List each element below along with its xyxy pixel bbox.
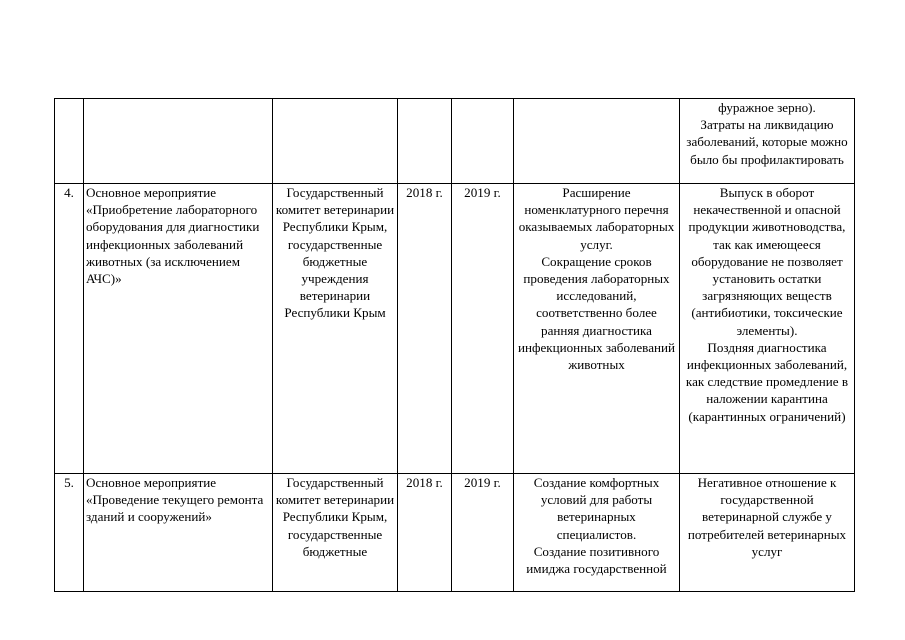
end-year-cell: 2019 г. xyxy=(452,474,514,592)
consequence-cell: фуражное зерно). Затраты на ликвидацию заболеваний, которые можно было бы профилактировать xyxy=(680,99,855,184)
start-year-cell: 2018 г. xyxy=(398,184,452,474)
expected-result-cell: Расширение номенклатурного перечня оказываемых лабораторных услуг. Сокращение сроков проведения лабораторных исследований, соответственно более ранняя диагностика инфекционных заболеваний животных xyxy=(514,184,680,474)
executor-cell: Государственный комитет ветеринарии Республики Крым, государственные бюджетные xyxy=(273,474,398,592)
measure-name-cell: Основное мероприятие «Проведение текущего ремонта зданий и сооружений» xyxy=(84,474,273,592)
table-row xyxy=(55,99,855,184)
table-row xyxy=(55,184,855,474)
table-row xyxy=(55,474,855,592)
expected-result-cell xyxy=(514,99,680,184)
executor-cell: Государственный комитет ветеринарии Республики Крым, государственные бюджетные учреждения ветеринарии Республики Крым xyxy=(273,184,398,474)
consequence-cell: Выпуск в оборот некачественной и опасной продукции животноводства, так как имеющееся оборудование не позволяет установить остатки загрязняющих веществ (антибиотики, токсические элементы). Поздняя диагностика инфекционных заболеваний, как следствие промедление в наложении карантина (карантинных ограничений) xyxy=(680,184,855,474)
consequence-cell: Негативное отношение к государственной ветеринарной службе у потребителей ветеринарных услуг xyxy=(680,474,855,592)
executor-cell xyxy=(273,99,398,184)
row-number-cell xyxy=(55,99,84,184)
start-year-cell: 2018 г. xyxy=(398,474,452,592)
measures-table xyxy=(54,98,855,592)
expected-result-cell: Создание комфортных условий для работы ветеринарных специалистов. Создание позитивного имиджа государственной xyxy=(514,474,680,592)
end-year-cell: 2019 г. xyxy=(452,184,514,474)
start-year-cell xyxy=(398,99,452,184)
measure-name-cell: Основное мероприятие «Приобретение лабораторного оборудования для диагностики инфекционных заболеваний животных (за исключением АЧС)» xyxy=(84,184,273,474)
end-year-cell xyxy=(452,99,514,184)
measure-name-cell xyxy=(84,99,273,184)
row-number-cell: 4. xyxy=(55,184,84,474)
row-number-cell: 5. xyxy=(55,474,84,592)
